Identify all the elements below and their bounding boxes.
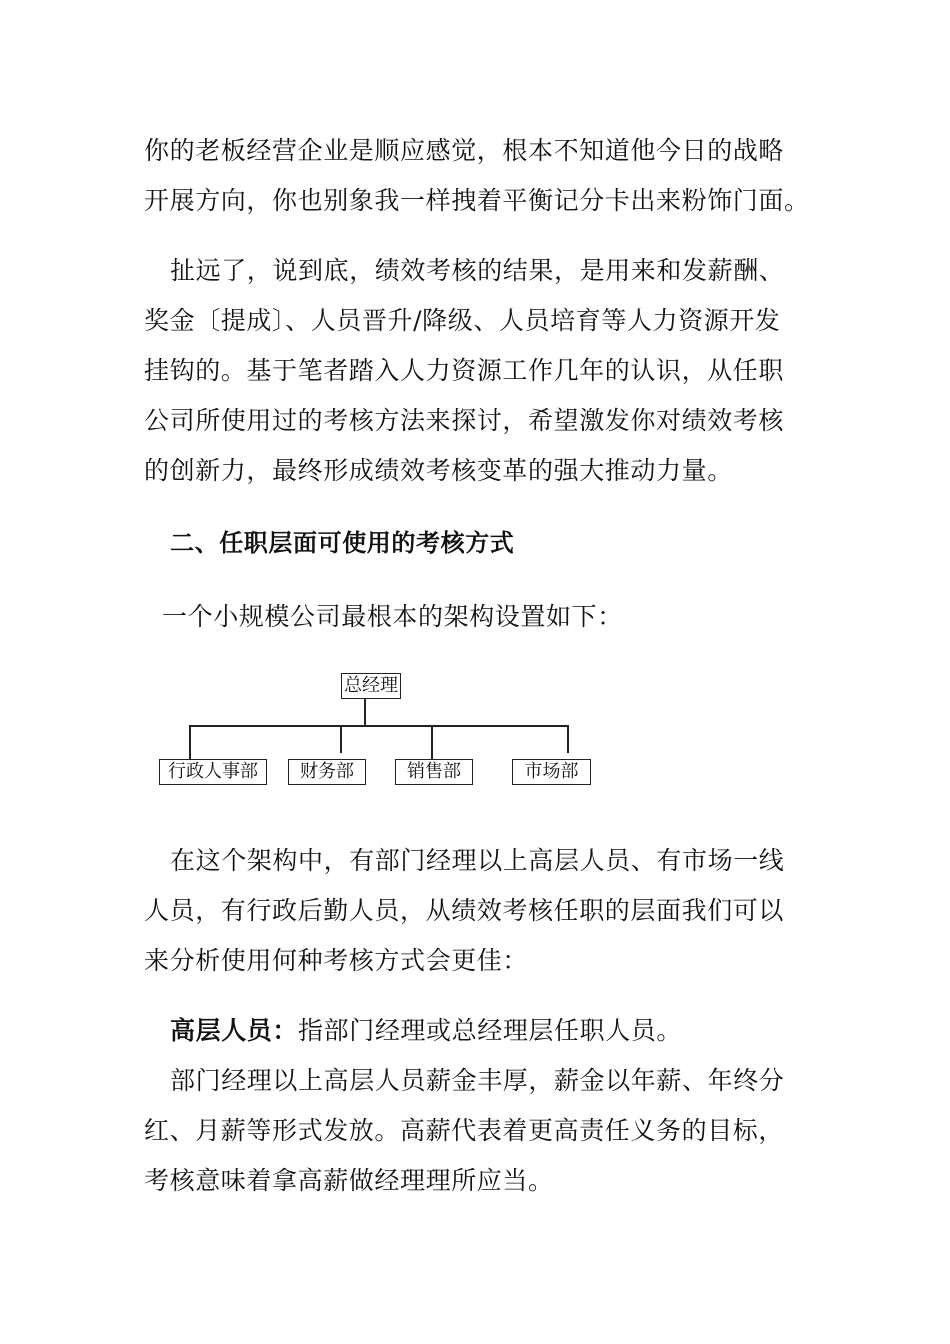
org-connector-dept-4 bbox=[567, 725, 569, 753]
org-box-general-manager: 总经理 bbox=[341, 673, 401, 699]
paragraph-2-line-3: 挂钩的。基于笔者踏入人力资源工作几年的认识，从任职 bbox=[144, 356, 785, 385]
org-box-marketing: 市场部 bbox=[512, 759, 591, 785]
paragraph-1-line-1: 你的老板经营企业是顺应感觉，根本不知道他今日的战略 bbox=[144, 136, 785, 165]
paragraph-2-line-2: 奖金〔提成〕、人员晋升/降级、人员培育等人力资源开发 bbox=[144, 306, 781, 335]
org-connector-dept-2 bbox=[340, 725, 342, 753]
org-connector-root bbox=[364, 699, 366, 726]
paragraph-4-line-3: 考核意味着拿高薪做经理理所应当。 bbox=[144, 1166, 554, 1195]
section-heading: 二、任职层面可使用的考核方式 bbox=[170, 529, 515, 557]
org-box-admin-hr: 行政人事部 bbox=[159, 759, 267, 785]
paragraph-3-line-2: 人员，有行政后勤人员，从绩效考核任职的层面我们可以 bbox=[144, 896, 785, 925]
org-chart bbox=[150, 668, 610, 792]
paragraph-2-line-5: 的创新力，最终形成绩效考核变革的强大推动力量。 bbox=[144, 456, 733, 485]
org-connector-dept-1 bbox=[189, 725, 191, 759]
paragraph-2-line-4: 公司所使用过的考核方法来探讨，希望激发你对绩效考核 bbox=[144, 406, 785, 435]
paragraph-2-line-1: 扯远了，说到底，绩效考核的结果，是用来和发薪酬、 bbox=[170, 256, 785, 285]
paragraph-4-line-1: 部门经理以上高层人员薪金丰厚，薪金以年薪、年终分 bbox=[170, 1066, 785, 1095]
org-intro-text: 一个小规模公司最根本的架构设置如下： bbox=[162, 602, 623, 631]
org-box-sales: 销售部 bbox=[395, 759, 473, 785]
org-box-finance: 财务部 bbox=[288, 759, 366, 785]
paragraph-3-line-1: 在这个架构中，有部门经理以上高层人员、有市场一线 bbox=[170, 846, 785, 875]
org-connector-dept-3 bbox=[431, 725, 433, 759]
org-connector-horizontal bbox=[189, 725, 567, 727]
senior-staff-line bbox=[170, 1016, 682, 1046]
paragraph-4-line-2: 红、月薪等形式发放。高薪代表着更高责任义务的目标， bbox=[144, 1116, 785, 1145]
paragraph-1-line-2: 开展方向，你也别象我一样拽着平衡记分卡出来粉饰门面。 bbox=[144, 186, 810, 215]
senior-staff-definition: 指部门经理或总经理层任职人员。 bbox=[298, 1016, 683, 1045]
senior-staff-label: 高层人员： bbox=[170, 1016, 299, 1045]
paragraph-3-line-3: 来分析使用何种考核方式会更佳： bbox=[144, 946, 529, 975]
